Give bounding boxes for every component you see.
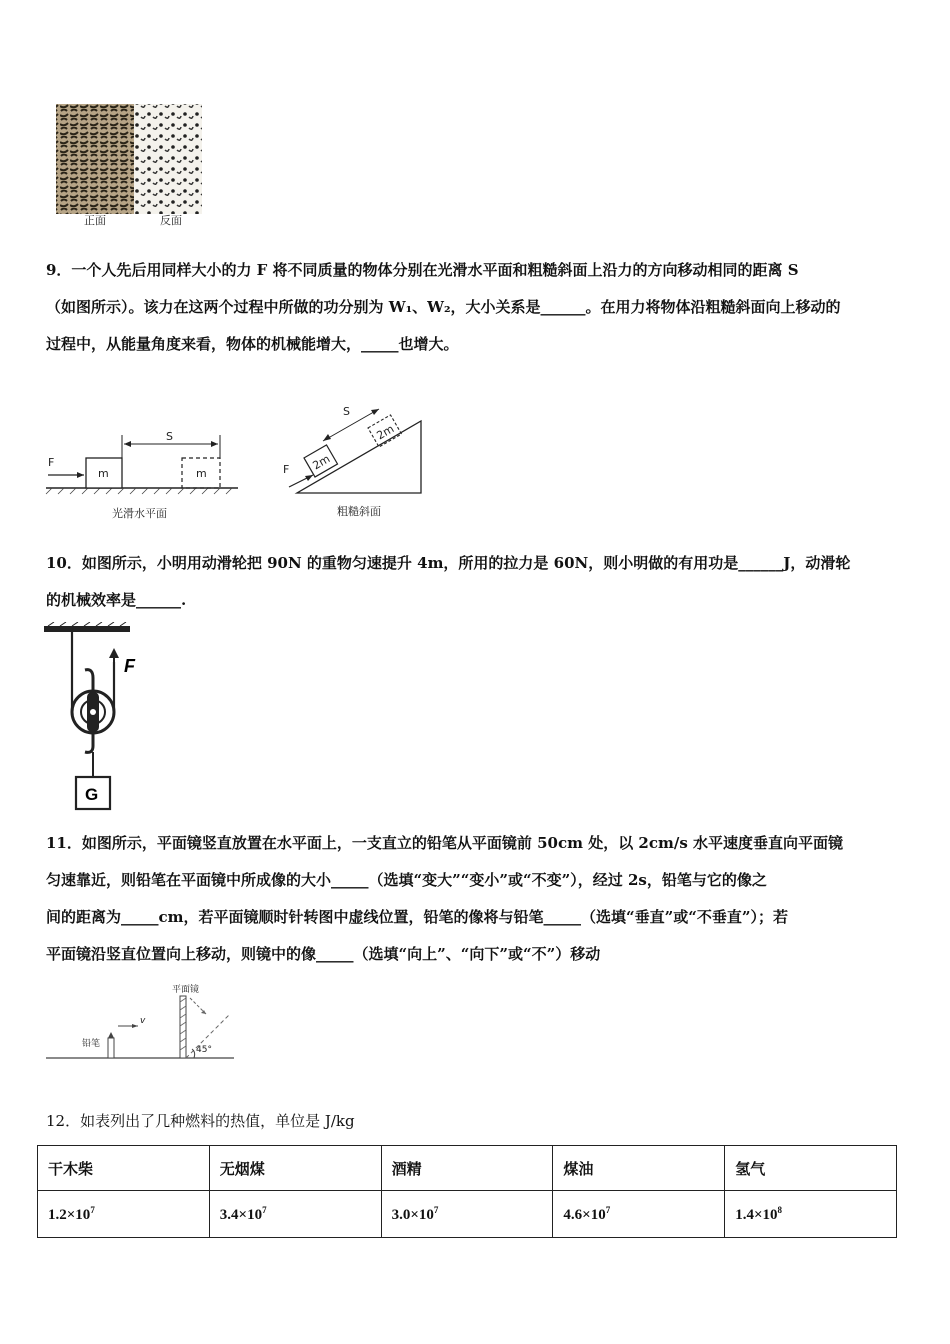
header-cell: 酒精 (381, 1146, 553, 1191)
table-header-row (38, 1146, 897, 1191)
value-cell: $3.4\times 10^7$ (209, 1191, 381, 1238)
q10-line-2: 的机械效率是______. (46, 591, 187, 609)
value-cell: $3.0\times 10^7$ (381, 1191, 553, 1238)
pencil (108, 1038, 114, 1058)
table-value-row (38, 1191, 897, 1238)
header-cell: 无烟煤 (209, 1146, 381, 1191)
back-photo (134, 104, 202, 214)
question-10 (46, 545, 906, 619)
mirror-label: 平面镜 (172, 985, 200, 995)
header-cell: 煤油 (553, 1146, 725, 1191)
q10-line-1: 10．如图所示，小明用动滑轮把 90N 的重物匀速提升 4m，所用的拉力是 60N，则小明做的有用功是______J，动滑轮 (46, 554, 851, 572)
caption-smooth-surface: 光滑水平面 (112, 507, 167, 520)
block-2m-label: 2m (310, 452, 333, 473)
front-photo (56, 104, 134, 214)
incline-distance-label: S (343, 405, 350, 418)
q9-horizontal-figure (42, 420, 242, 525)
velocity-label: v (140, 1016, 146, 1026)
question-9 (46, 252, 906, 363)
block-m-moved-label: m (196, 467, 207, 480)
q9-line-3: 过程中，从能量角度来看，物体的机械能增大，_____也增大。 (46, 335, 459, 353)
pulley-force-label: F (124, 656, 135, 676)
distance-label: S (166, 430, 173, 443)
question-12: 12．如表列出了几种燃料的热值，单位是 J/kg (46, 1112, 355, 1130)
q11-mirror-figure (44, 978, 240, 1074)
value-cell: $4.6\times 10^7$ (553, 1191, 725, 1238)
plane-mirror (180, 996, 186, 1058)
pencil-label: 铅笔 (82, 1039, 101, 1049)
q11-line-2: 匀速靠近，则铅笔在平面镜中所成像的大小_____（选填“变大”“变小”或“不变”），经过 2s，铅笔与它的像之 (46, 871, 767, 889)
q11-line-3: 间的距离为_____cm，若平面镜顺时针转图中虚线位置，铅笔的像将与铅笔_____（选填“垂直”或“不垂直”）；若 (46, 908, 789, 926)
force-label: F (48, 456, 55, 469)
value-cell: $1.2\times 10^7$ (38, 1191, 210, 1238)
heat-value-table (37, 1145, 897, 1238)
incline-force-label: F (283, 463, 290, 476)
header-cell: 氢气 (725, 1146, 897, 1191)
angle-label: 45° (196, 1045, 212, 1055)
q9-line-2: （如图所示）。该力在这两个过程中所做的功分别为 W₁、W₂，大小关系是______。在用力将物体沿粗糙斜面向上移动的 (46, 298, 841, 316)
caption-back: 反面 (160, 214, 182, 227)
caption-front: 正面 (84, 214, 106, 227)
block-2m-moved-label: 2m (374, 422, 397, 443)
header-cell: 干木柴 (38, 1146, 210, 1191)
weight-label: G (85, 785, 99, 804)
q10-pulley-figure (40, 622, 160, 814)
q9-incline-figure (275, 385, 435, 525)
q11-line-1: 11．如图所示，平面镜竖直放置在水平面上，一支直立的铅笔从平面镜前 50cm 处，以 2cm/s 水平速度垂直向平面镜 (46, 834, 844, 852)
texture-photo-figure (50, 100, 210, 230)
caption-rough-incline: 粗糙斜面 (337, 505, 381, 518)
q9-line-1: 9．一个人先后用同样大小的力 F 将不同质量的物体分别在光滑水平面和粗糙斜面上沿力的方向移动相同的距离 S (46, 261, 799, 279)
q11-line-4: 平面镜沿竖直位置向上移动，则镜中的像_____（选填“向上”、“向下”或“不”）移动 (46, 945, 601, 963)
value-cell: $1.4\times 10^8$ (725, 1191, 897, 1238)
question-11 (46, 825, 906, 973)
block-m-label: m (98, 467, 109, 480)
